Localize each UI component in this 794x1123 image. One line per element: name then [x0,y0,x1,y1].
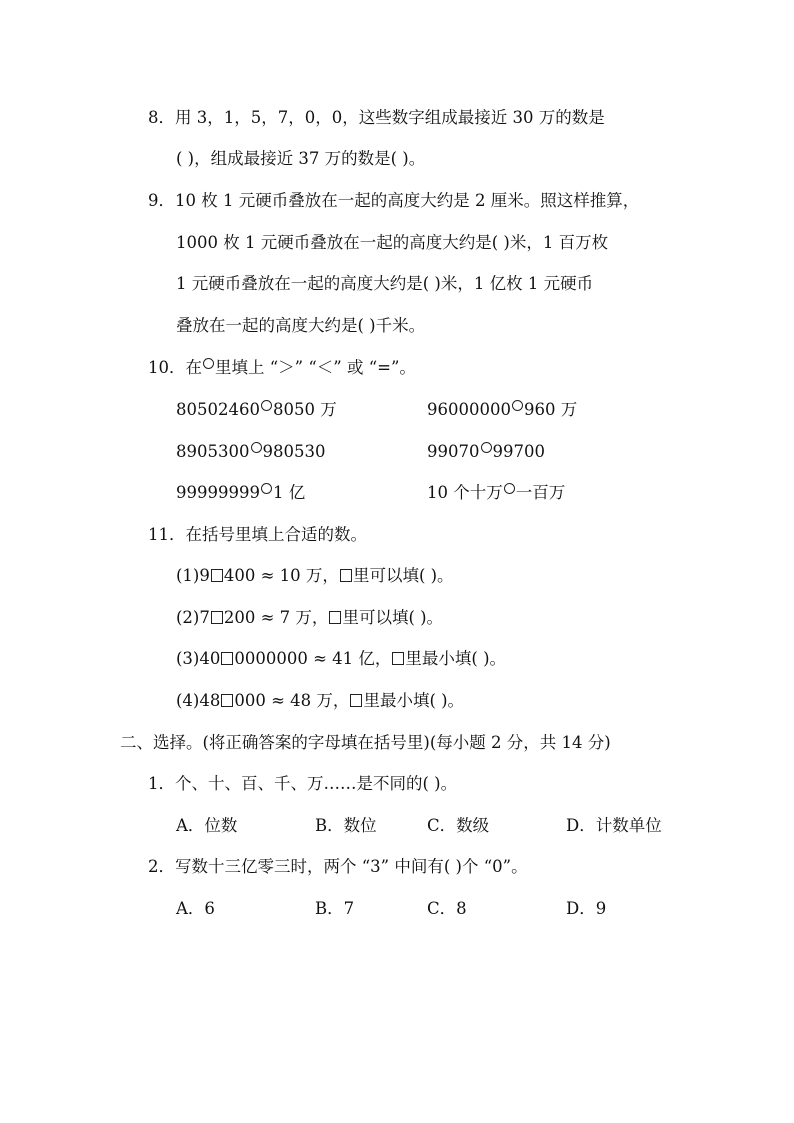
q10-prefix: 10．在 [148,358,202,377]
q9-line3: 1 元硬币叠放在一起的高度大约是( )米，1 亿枚 1 元硬币 [176,274,594,293]
q10-left: 80502460 [176,400,260,419]
blank-box-icon[interactable] [221,694,233,707]
q10-left: 99999999 [176,483,260,502]
q11-before: (3)40 [176,649,221,668]
q11-item-1 [176,566,454,586]
c2-option-b[interactable]: B．7 [315,899,355,918]
circle-icon [203,358,214,369]
q8-line1: 8．用 3，1，5，7，0，0，这些数字组成最接近 30 万的数是 [148,108,605,127]
compare-circle-icon[interactable] [251,442,262,453]
q10-left: 99070 [427,442,480,461]
compare-circle-icon[interactable] [481,442,492,453]
q9-line1: 9．10 枚 1 元硬币叠放在一起的高度大约是 2 厘米。照这样推算， [148,191,640,210]
blank-box-icon[interactable] [221,652,233,665]
q11-before: (1)9 [176,566,210,585]
q11-before: (4)48 [176,691,221,710]
c2-option-c[interactable]: C．8 [427,899,467,918]
q10-right: 960 万 [523,400,578,419]
blank-box-icon [340,569,352,582]
q11-tail: 里可以填( )。 [342,608,444,627]
q11-tail: 里最小填( )。 [405,649,507,668]
q10-right: 8050 万 [272,400,337,419]
q10-right: 980530 [262,442,326,461]
q10-left: 96000000 [427,400,511,419]
q10-right: 99700 [492,442,545,461]
q11-tail: 里最小填( )。 [363,691,465,710]
q11-title: 11．在括号里填上合适的数。 [148,525,367,544]
c1-option-c[interactable]: C．数级 [427,816,490,835]
q8-line2: ( )，组成最接近 37 万的数是( )。 [176,149,426,168]
q10-left: 10 个十万 [427,483,503,502]
c1-option-b[interactable]: B．数位 [315,816,377,835]
q10-item-2 [427,400,577,420]
q10-right: 1 亿 [272,483,306,502]
section2-heading: 二、选择。(将正确答案的字母填在括号里)(每小题 2 分，共 14 分) [120,733,611,752]
q9-line2: 1000 枚 1 元硬币叠放在一起的高度大约是( )米，1 百万枚 [176,233,609,252]
q11-after: 0000000 ≈ 41 亿， [234,649,392,668]
c1-question: 1．个、十、百、千、万……是不同的( )。 [148,774,458,793]
compare-circle-icon[interactable] [504,483,515,494]
q10-item-6 [427,483,565,503]
compare-circle-icon[interactable] [261,483,272,494]
c1-option-a[interactable]: A．位数 [176,816,238,835]
blank-box-icon [392,652,404,665]
blank-box-icon [350,694,362,707]
q10-left: 8905300 [176,442,250,461]
q11-after: 000 ≈ 48 万， [234,691,350,710]
c1-option-d[interactable]: D．计数单位 [566,816,662,835]
q11-item-4 [176,691,464,711]
q10-item-5 [176,483,305,503]
blank-box-icon [329,611,341,624]
compare-circle-icon[interactable] [512,400,523,411]
q9-line4: 叠放在一起的高度大约是( )千米。 [176,316,426,335]
q11-tail: 里可以填( )。 [352,566,454,585]
q10-instruction [148,358,416,378]
q10-suffix: 里填上 “＞” “＜” 或 “=”。 [215,358,416,377]
blank-box-icon[interactable] [211,569,223,582]
q10-right: 一百万 [515,483,566,502]
compare-circle-icon[interactable] [261,400,272,411]
c2-option-d[interactable]: D．9 [566,899,607,918]
q10-item-4 [427,442,545,462]
q11-item-2 [176,608,443,628]
c2-question: 2．写数十三亿零三时，两个 “3” 中间有( )个 “0”。 [148,857,528,876]
blank-box-icon[interactable] [211,611,223,624]
q11-after: 200 ≈ 7 万， [223,608,329,627]
c2-option-a[interactable]: A．6 [176,899,215,918]
q11-before: (2)7 [176,608,210,627]
q10-item-3 [176,442,326,462]
q10-item-1 [176,400,337,420]
q11-after: 400 ≈ 10 万， [223,566,339,585]
q11-item-3 [176,649,506,669]
